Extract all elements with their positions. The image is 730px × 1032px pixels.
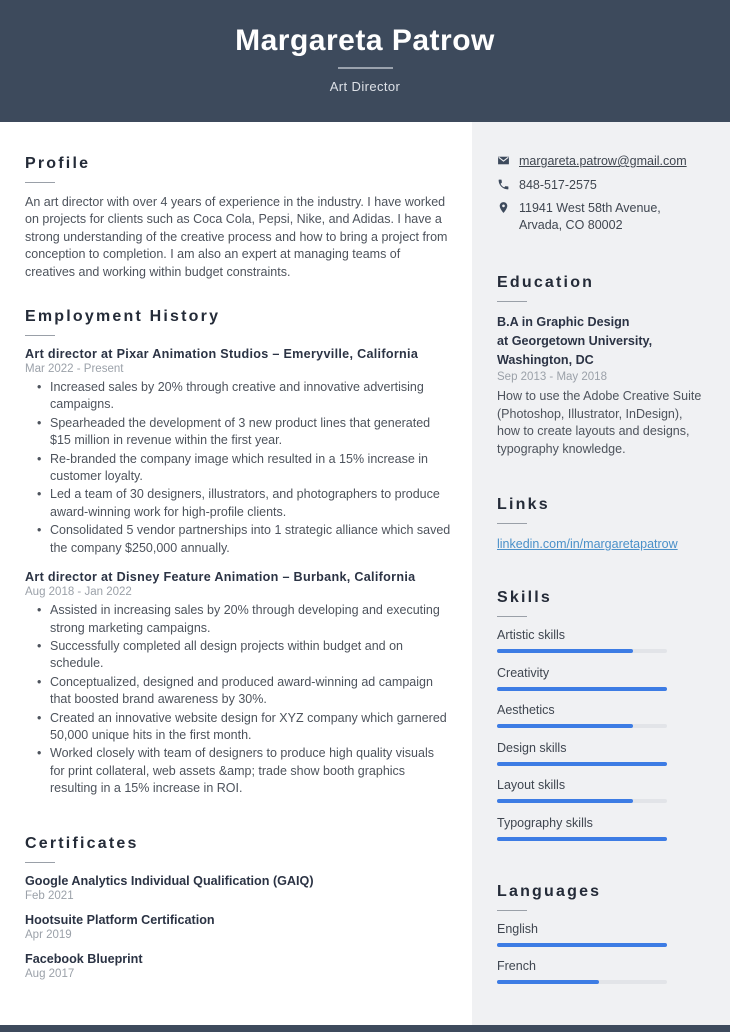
certificate-entry [25, 952, 452, 980]
skills-heading: Skills [497, 589, 553, 607]
language-bar-fill [497, 980, 599, 984]
language-bar-track [497, 980, 667, 984]
skill-bar-track [497, 762, 667, 766]
profile-text: An art director with over 4 years of experience in the industry. I have worked on projects for clients such as Coca Cola, Pepsi, Nike, and Adidas. I have a strong understanding of the creative process and how to bring a project from conception to completion. I am also an expert at managing teams of creatives and working within budget constraints. [25, 195, 448, 279]
language-label: French [497, 959, 536, 974]
language-item [497, 922, 702, 947]
skill-bar-track [497, 724, 667, 728]
heading-underline [25, 862, 55, 863]
skills-section [497, 589, 702, 841]
employment-section [25, 308, 452, 798]
heading-underline [25, 335, 55, 336]
skill-bar-fill [497, 724, 633, 728]
education-dates: Sep 2013 - May 2018 [497, 371, 607, 384]
skill-bar-track [497, 837, 667, 841]
bullet-item: • Led a team of 30 designers, illustrators, and photographers to produce award-winning work for high-profile clients. [37, 486, 452, 521]
links-section [497, 496, 702, 553]
bullet-item: • Conceptualized, designed and produced award-winning ad campaign that boosted brand awareness by 30%. [37, 674, 452, 709]
certificate-date: Apr 2019 [25, 928, 72, 941]
job-bullet-list [37, 379, 452, 557]
skill-bar-track [497, 649, 667, 653]
resume-header [0, 0, 730, 122]
bullet-item: • Assisted in increasing sales by 20% through developing and executing strong marketing campaigns. [37, 602, 452, 637]
language-bar-track [497, 943, 667, 947]
envelope-icon [497, 154, 510, 167]
skill-bar-fill [497, 762, 667, 766]
certificate-title: Google Analytics Individual Qualification (GAIQ) [25, 873, 314, 888]
degree-line: Washington, DC [497, 352, 594, 367]
certificate-title: Hootsuite Platform Certification [25, 912, 215, 927]
language-bar-fill [497, 943, 667, 947]
job-bullet-list [37, 602, 452, 797]
person-job-title: Art Director [329, 79, 401, 94]
certificate-entry [25, 913, 452, 941]
education-heading: Education [497, 274, 595, 291]
languages-heading: Languages [497, 882, 602, 900]
language-label: English [497, 921, 538, 936]
bullet-item: • Re-branded the company image which resulted in a 15% increase in customer loyalty. [37, 451, 452, 486]
bullet-item: • Consolidated 5 vendor partnerships into 1 strategic alliance which saved the company $250,000 annually. [37, 522, 452, 557]
profile-heading: Profile [25, 155, 91, 172]
skill-item [497, 703, 702, 728]
languages-section [497, 883, 702, 985]
link-item [497, 535, 702, 553]
degree-line: at Georgetown University, [497, 333, 653, 348]
job-entry [25, 347, 452, 557]
phone-number: 848-517-2575 [519, 177, 597, 192]
skill-bar-fill [497, 687, 667, 691]
content-columns [0, 122, 730, 1025]
skill-item [497, 666, 702, 691]
skill-bar-fill [497, 837, 667, 841]
job-entry [25, 570, 452, 797]
bullet-item: • Created an innovative website design for XYZ company which garnered 50,000 unique hits in the first month. [37, 710, 452, 745]
bullet-item: • Increased sales by 20% through creative and innovative advertising campaigns. [37, 379, 452, 414]
person-name: Margareta Patrow [235, 24, 495, 57]
contact-address-row [497, 200, 702, 233]
skill-item [497, 741, 702, 766]
contact-section [497, 153, 702, 233]
skill-bar-fill [497, 649, 633, 653]
education-section [497, 274, 702, 458]
job-dates: Mar 2022 - Present [25, 363, 124, 376]
degree-title [497, 313, 702, 369]
heading-underline [497, 523, 527, 524]
employment-heading: Employment History [25, 308, 221, 326]
profile-section [25, 155, 452, 281]
location-pin-icon [497, 201, 510, 214]
certificates-heading: Certificates [25, 834, 139, 852]
certificate-date: Aug 2017 [25, 967, 75, 980]
heading-underline [497, 301, 527, 302]
address-text: 11941 West 58th Avenue, Arvada, CO 80002 [519, 201, 661, 232]
header-divider [338, 67, 393, 69]
skill-bar-track [497, 799, 667, 803]
heading-underline [25, 182, 55, 183]
contact-phone-row [497, 177, 702, 194]
certificate-date: Feb 2021 [25, 889, 74, 902]
bullet-item: • Successfully completed all design projects within budget and on schedule. [37, 638, 452, 673]
skill-label: Aesthetics [497, 703, 555, 718]
skill-bar-fill [497, 799, 633, 803]
degree-line: B.A in Graphic Design [497, 315, 630, 329]
skill-item [497, 816, 702, 841]
skill-label: Layout skills [497, 778, 566, 793]
contact-email-row [497, 153, 702, 170]
certificate-entry [25, 874, 452, 902]
bullet-item: • Spearheaded the development of 3 new product lines that generated $15 million in revenue within the first year. [37, 415, 452, 450]
heading-underline [497, 616, 527, 617]
skill-label: Creativity [497, 665, 550, 680]
skill-label: Artistic skills [497, 628, 566, 643]
footer-bar [0, 1025, 730, 1032]
skill-label: Typography skills [497, 815, 593, 830]
skill-item [497, 628, 702, 653]
job-title: Art director at Disney Feature Animation – Burbank, California [25, 570, 416, 585]
email-link[interactable]: margareta.patrow@gmail.com [519, 154, 687, 168]
job-title: Art director at Pixar Animation Studios – Emeryville, California [25, 347, 419, 362]
sidebar [472, 122, 730, 1025]
certificate-title: Facebook Blueprint [25, 951, 143, 966]
main-column [0, 122, 472, 1025]
skill-bar-track [497, 687, 667, 691]
heading-underline [497, 910, 527, 911]
bullet-item: • Worked closely with team of designers to produce high quality visuals for print collateral, web assets &amp; trade show booth graphics resulting in a 15% increase in ROI. [37, 745, 452, 797]
skill-label: Design skills [497, 740, 567, 755]
language-item [497, 959, 702, 984]
phone-icon [497, 178, 510, 191]
skill-item [497, 778, 702, 803]
linkedin-link[interactable]: linkedin.com/in/margaretapatrow [497, 537, 678, 552]
education-description: How to use the Adobe Creative Suite (Photoshop, Illustrator, InDesign), how to create layouts and designs, typography knowledge. [497, 389, 702, 456]
links-heading: Links [497, 496, 550, 514]
job-dates: Aug 2018 - Jan 2022 [25, 586, 132, 599]
certificates-section [25, 835, 452, 980]
